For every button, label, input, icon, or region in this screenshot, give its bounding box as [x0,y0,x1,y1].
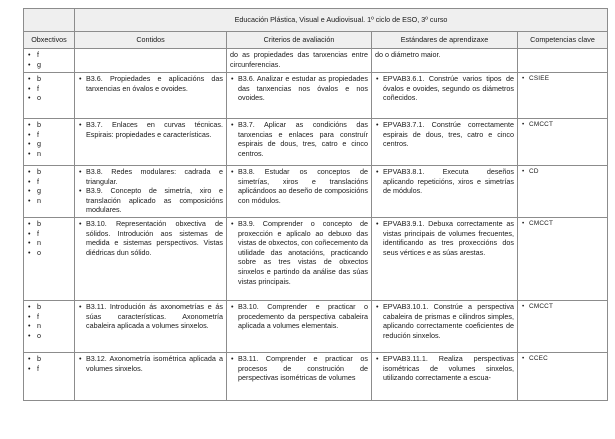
standards-cell [372,301,518,353]
objective-item: • n [27,149,71,159]
table-row [24,166,608,218]
objective-item: • f [27,312,71,322]
contents-cell [75,49,227,73]
competences-cell [518,119,608,166]
standard-item: • EPVAB3.9.1. Debuxa correctamente as vistas principais de volumes frecuentes, identificando as tres proxeccións dos seus vértices e as súas arestas. [375,219,514,257]
standard-item: • EPVAB3.11.1. Realiza perspectivas isométricas de volumes sinxelos, utilizando correctamente a escua- [375,354,514,383]
competences-cell [518,218,608,301]
header-standards: Estándares de aprendizaxe [372,32,518,49]
objective-item: • b [27,120,71,130]
objective-item: • g [27,60,71,70]
criteria-item: • B3.7. Aplicar as condicións das tanxencias e enlaces para construír espirais de dous, tres, catro e cinco centros. [230,120,368,158]
objective-item: • f [27,364,71,374]
criteria-item: • B3.8. Estudar os conceptos de simetrías, xiros e translacións aplicándoos ao deseño de composicións con módulos. [230,167,368,205]
header-competences: Competencias clave [518,32,608,49]
objectives-cell [24,49,75,73]
competence-item: • CMCCT [521,120,604,130]
objective-item: • b [27,354,71,364]
standards-cell [372,73,518,119]
contents-cell [75,353,227,401]
header-contents: Contidos [75,32,227,49]
table-row [24,73,608,119]
curriculum-table [23,8,608,401]
contents-cell [75,73,227,119]
content-item: • B3.10. Representación obxectiva de sólidos. Introdución aos sistemas de medida e sistemas perspectivos. Vistas diédricas dun sólido. [78,219,223,257]
standards-cell [372,218,518,301]
criteria-cell [227,218,372,301]
header-criteria: Criterios de avaliación [227,32,372,49]
contents-cell [75,166,227,218]
objective-item: • n [27,321,71,331]
standards-cell: do o diámetro maior. [372,49,518,73]
table-row [24,49,608,73]
header-row [24,32,608,49]
objective-item: • o [27,248,71,258]
criteria-cell [227,73,372,119]
content-item: • B3.7. Enlaces en curvas técnicas. Espirais: propiedades e características. [78,120,223,139]
header-objectives: Obxectivos [24,32,75,49]
objective-item: • g [27,186,71,196]
competences-cell [518,353,608,401]
standards-cell [372,166,518,218]
objective-item: • b [27,219,71,229]
objectives-cell [24,73,75,119]
standards-cell [372,353,518,401]
objective-item: • n [27,196,71,206]
criteria-cell [227,119,372,166]
criteria-cell [227,353,372,401]
objectives-cell [24,218,75,301]
criteria-item: • B3.9. Comprender o concepto de proxección e aplicalo ao debuxo das vistas de obxectos, con coñecemento da utilidade das anotacións, practicando sobre as tres vistas de obxectos sinxelos e partindo da análise das súas vistas principais. [230,219,368,286]
objectives-cell [24,301,75,353]
criteria-item: • B3.10. Comprender e practicar o procedemento da perspectiva cabaleira aplicada a volumes elementais. [230,302,368,331]
content-item: • B3.9. Concepto de simetría, xiro e translación aplicado as composicións modulares. [78,186,223,215]
title-row [24,9,608,32]
criteria-cell [227,166,372,218]
standard-item: • EPVAB3.7.1. Constrúe correctamente espirais de dous, tres, catro e cinco centros. [375,120,514,149]
objective-item: • b [27,74,71,84]
competences-cell [518,166,608,218]
contents-cell [75,119,227,166]
objective-item: • f [27,50,71,60]
table-row [24,301,608,353]
competence-item: • CCEC [521,354,604,364]
objective-item: • o [27,93,71,103]
objective-item: • f [27,229,71,239]
content-item: • B3.8. Redes modulares: cadrada e triangular. [78,167,223,186]
objective-item: • g [27,139,71,149]
standard-item: • EPVAB3.8.1. Executa deseños aplicando repeticións, xiros e simetrías de módulos. [375,167,514,196]
criteria-item: • B3.6. Analizar e estudar as propiedades das tanxencias nos óvalos e nos ovoides. [230,74,368,103]
criteria-cell: do as propiedades das tanxencias entre circunferencias. [227,49,372,73]
competences-cell [518,49,608,73]
criteria-item: • B3.11. Comprender e practicar os procesos de construción de perspectivas isométricas de volumes [230,354,368,383]
competence-item: • CMCCT [521,219,604,229]
competence-item: • CSIEE [521,74,604,84]
content-item: • B3.6. Propiedades e aplicacións das tanxencias en óvalos e ovoides. [78,74,223,93]
objective-item: • b [27,167,71,177]
objective-item: • n [27,238,71,248]
table-row [24,119,608,166]
table-row [24,218,608,301]
competences-cell [518,301,608,353]
objective-item: • f [27,177,71,187]
competence-item: • CD [521,167,604,177]
standard-item: • EPVAB3.10.1. Constrúe a perspectiva cabaleira de prismas e cilindros simples, aplicando correctamente coeficientes de redución sinxelos. [375,302,514,340]
objectives-cell [24,166,75,218]
objective-item: • b [27,302,71,312]
objective-item: • o [27,331,71,341]
objective-item: • f [27,130,71,140]
objective-item: • f [27,84,71,94]
standards-cell [372,119,518,166]
content-item: • B3.12. Axonometría isométrica aplicada a volumes sinxelos. [78,354,223,373]
competence-item: • CMCCT [521,302,604,312]
table-title: Educación Plástica, Visual e Audiovisual. 1º ciclo de ESO, 3º curso [75,9,608,32]
objectives-cell [24,119,75,166]
table-row [24,353,608,401]
contents-cell [75,218,227,301]
standard-item: • EPVAB3.6.1. Constrúe varios tipos de óvalos e ovoides, segundo os diámetros coñecidos. [375,74,514,103]
contents-cell [75,301,227,353]
criteria-cell [227,301,372,353]
competences-cell [518,73,608,119]
objectives-cell [24,353,75,401]
content-item: • B3.11. Introdución ás axonometrías e ás súas características. Axonometría cabaleira aplicada a volumes sinxelos. [78,302,223,331]
